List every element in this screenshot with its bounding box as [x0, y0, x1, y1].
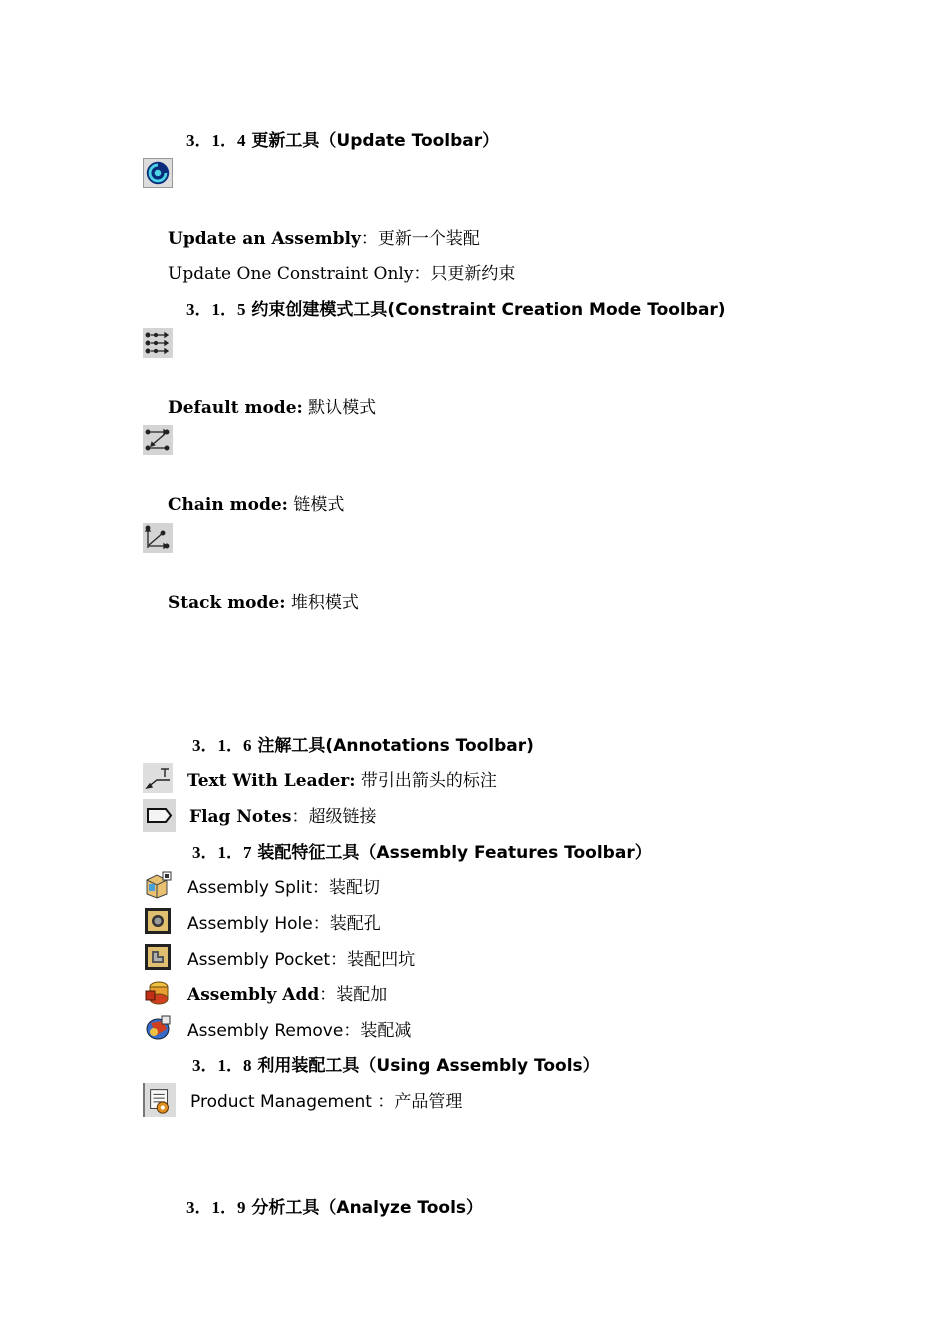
heading-3-1-5	[186, 295, 726, 320]
heading-number: 3．1．6	[192, 736, 252, 755]
assembly-pocket-line	[187, 945, 415, 970]
update-constraint-line	[168, 259, 515, 284]
update-assembly-line	[168, 224, 480, 249]
item-label: Update One Constraint Only	[168, 264, 414, 284]
separator: ：	[371, 1092, 395, 1112]
default-mode-icon[interactable]	[143, 328, 173, 358]
assembly-hole-icon[interactable]	[143, 906, 173, 936]
heading-3-1-7	[192, 838, 652, 863]
heading-number: 3．1．4	[186, 131, 246, 150]
heading-3-1-4	[186, 126, 499, 151]
heading-title: 装配特征工具（Assembly Features Toolbar）	[257, 843, 652, 863]
item-desc: 堆积模式	[285, 593, 359, 613]
item-label: Flag Notes	[189, 807, 292, 827]
separator: ：	[312, 914, 330, 934]
flag-note-icon[interactable]	[143, 799, 176, 832]
stack-mode-line	[168, 588, 359, 613]
product-management-line	[190, 1087, 462, 1112]
chain-mode-line	[168, 490, 344, 515]
heading-number: 3．1．9	[186, 1198, 246, 1217]
item-label: Assembly Add	[187, 985, 320, 1005]
heading-title: 约束创建模式工具(Constraint Creation Mode Toolbar)	[251, 300, 726, 320]
heading-title: 分析工具（Analyze Tools）	[251, 1198, 484, 1218]
update-icon[interactable]	[143, 158, 173, 188]
text-with-leader-icon[interactable]	[143, 763, 173, 793]
heading-number: 3．1．7	[192, 843, 252, 862]
separator: ：	[291, 807, 309, 827]
item-label: Assembly Split	[187, 878, 313, 898]
flag-notes-line	[189, 802, 376, 827]
item-label: Update an Assembly	[168, 229, 361, 249]
item-desc: 装配凹坑	[347, 950, 416, 970]
heading-3-1-6	[192, 731, 534, 756]
item-label: Text With Leader:	[187, 771, 356, 791]
item-label: Assembly Hole	[187, 914, 313, 934]
separator: ：	[312, 878, 330, 898]
item-label: Assembly Remove	[187, 1021, 344, 1041]
item-label: Assembly Pocket	[187, 950, 331, 970]
item-desc: 链模式	[287, 495, 345, 515]
stack-mode-icon[interactable]	[143, 523, 173, 553]
assembly-hole-line	[187, 909, 381, 934]
chain-mode-icon[interactable]	[143, 425, 173, 455]
assembly-remove-line	[187, 1016, 411, 1041]
item-desc: 产品管理	[394, 1092, 463, 1112]
heading-title: 更新工具（Update Toolbar）	[251, 131, 500, 151]
item-desc: 带引出箭头的标注	[355, 771, 497, 791]
assembly-remove-icon[interactable]	[143, 1013, 173, 1043]
item-desc: 更新一个装配	[377, 229, 480, 249]
text-with-leader-line	[187, 766, 497, 791]
item-desc: 装配孔	[329, 914, 381, 934]
item-desc: 装配切	[329, 878, 381, 898]
item-desc: 装配减	[360, 1021, 412, 1041]
item-desc: 装配加	[336, 985, 388, 1005]
item-desc: 默认模式	[302, 398, 377, 418]
heading-3-1-8	[192, 1051, 600, 1076]
separator: ：	[330, 950, 348, 970]
item-desc: 超级链接	[308, 807, 377, 827]
separator: ：	[413, 264, 431, 284]
heading-number: 3．1．5	[186, 300, 246, 319]
separator: ：	[319, 985, 337, 1005]
separator: ：	[343, 1021, 361, 1041]
item-label: Product Management	[190, 1092, 372, 1112]
item-desc: 只更新约束	[430, 264, 516, 284]
assembly-add-icon[interactable]	[143, 977, 173, 1007]
heading-title: 利用装配工具（Using Assembly Tools）	[257, 1056, 600, 1076]
heading-title: 注解工具(Annotations Toolbar)	[257, 736, 534, 756]
heading-number: 3．1．8	[192, 1056, 252, 1075]
item-label: Stack mode:	[168, 593, 286, 613]
heading-3-1-9	[186, 1193, 483, 1218]
product-management-icon[interactable]	[143, 1083, 176, 1117]
assembly-add-line	[187, 980, 387, 1005]
item-label: Default mode:	[168, 398, 303, 418]
item-label: Chain mode:	[168, 495, 288, 515]
separator: ：	[360, 229, 378, 249]
assembly-split-icon[interactable]	[143, 870, 173, 900]
assembly-split-line	[187, 873, 380, 898]
assembly-pocket-icon[interactable]	[143, 942, 173, 972]
default-mode-line	[168, 393, 376, 418]
